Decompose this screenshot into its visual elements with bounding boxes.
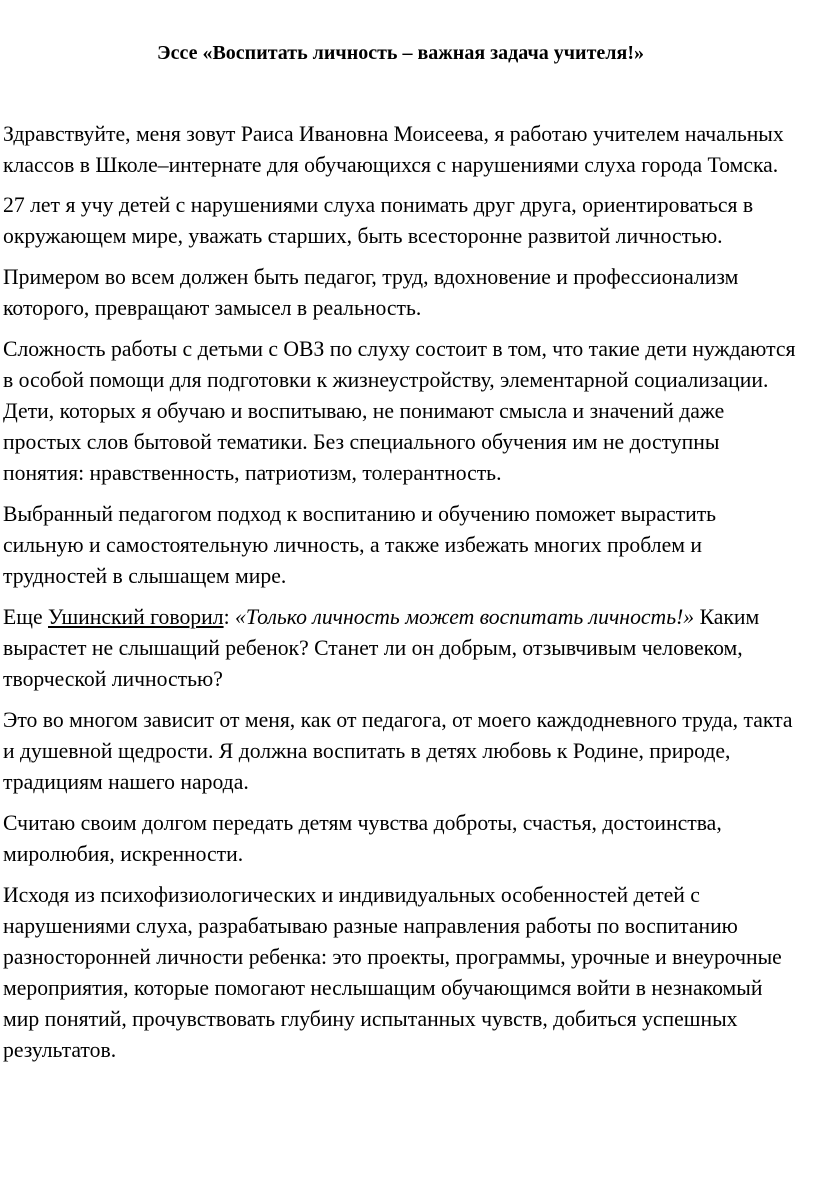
paragraph-difficulty: Сложность работы с детьми с ОВЗ по слуху состоит в том, что такие дети нуждаются в особой помощи для подготовки к жизнеустройству, элементарной социализации. Дети, которых я обучаю и воспитываю, не понимают смысла и значений даже простых слов бытовой тематики. Без специального обучения им не доступны понятия: нравственность, патриотизм, толерантность. — [3, 337, 796, 485]
ushinsky-rest: Каким вырастет не слышащий ребенок? Станет ли он добрым, отзывчивым человеком, творческой личностью? — [3, 605, 760, 691]
ushinsky-quote: «Только личность может воспитать личность!» — [235, 605, 695, 629]
paragraph-dependence: Это во многом зависит от меня, как от педагога, от моего каждодневного труда, такта и душевной щедрости. Я должна воспитать в детях любовь к Родине, природе, традициям нашего народа. — [3, 708, 793, 794]
paragraph-introduction: Здравствуйте, меня зовут Раиса Ивановна Моисеева, я работаю учителем начальных классов в Школе–интернате для обучающихся с нарушениями слуха города Томска. — [3, 122, 784, 177]
ushinsky-lead: Еще — [3, 605, 48, 629]
paragraph-ushinsky — [3, 602, 798, 695]
paragraph-methods: Исходя из психофизиологических и индивидуальных особенностей детей с нарушениями слуха, разрабатываю разные направления работы по воспитанию разносторонней личности ребенка: это проекты, программы, урочные и внеурочные мероприятия, которые помогают неслышащим обучающимся войти в незнакомый мир понятий, прочувствовать глубину испытанных чувств, добиться успешных результатов. — [3, 883, 782, 1062]
paragraph-experience: 27 лет я учу детей с нарушениями слуха понимать друг друга, ориентироваться в окружающем мире, уважать старших, быть всесторонне развитой личностью. — [3, 193, 754, 248]
ushinsky-link[interactable]: Ушинский говорил — [48, 605, 224, 629]
paragraph-duty: Считаю своим долгом передать детям чувства доброты, счастья, достоинства, миролюбия, искренности. — [3, 811, 722, 866]
ushinsky-colon: : — [223, 605, 236, 629]
paragraph-teacher-example: Примером во всем должен быть педагог, труд, вдохновение и профессионализм которого, превращают замысел в реальность. — [3, 265, 739, 320]
essay-title: Эссе «Воспитать личность – важная задача учителя!» — [157, 42, 644, 64]
paragraph-approach: Выбранный педагогом подход к воспитанию и обучению поможет вырастить сильную и самостоятельную личность, а также избежать многих проблем и трудностей в слышащем мире. — [3, 502, 717, 588]
